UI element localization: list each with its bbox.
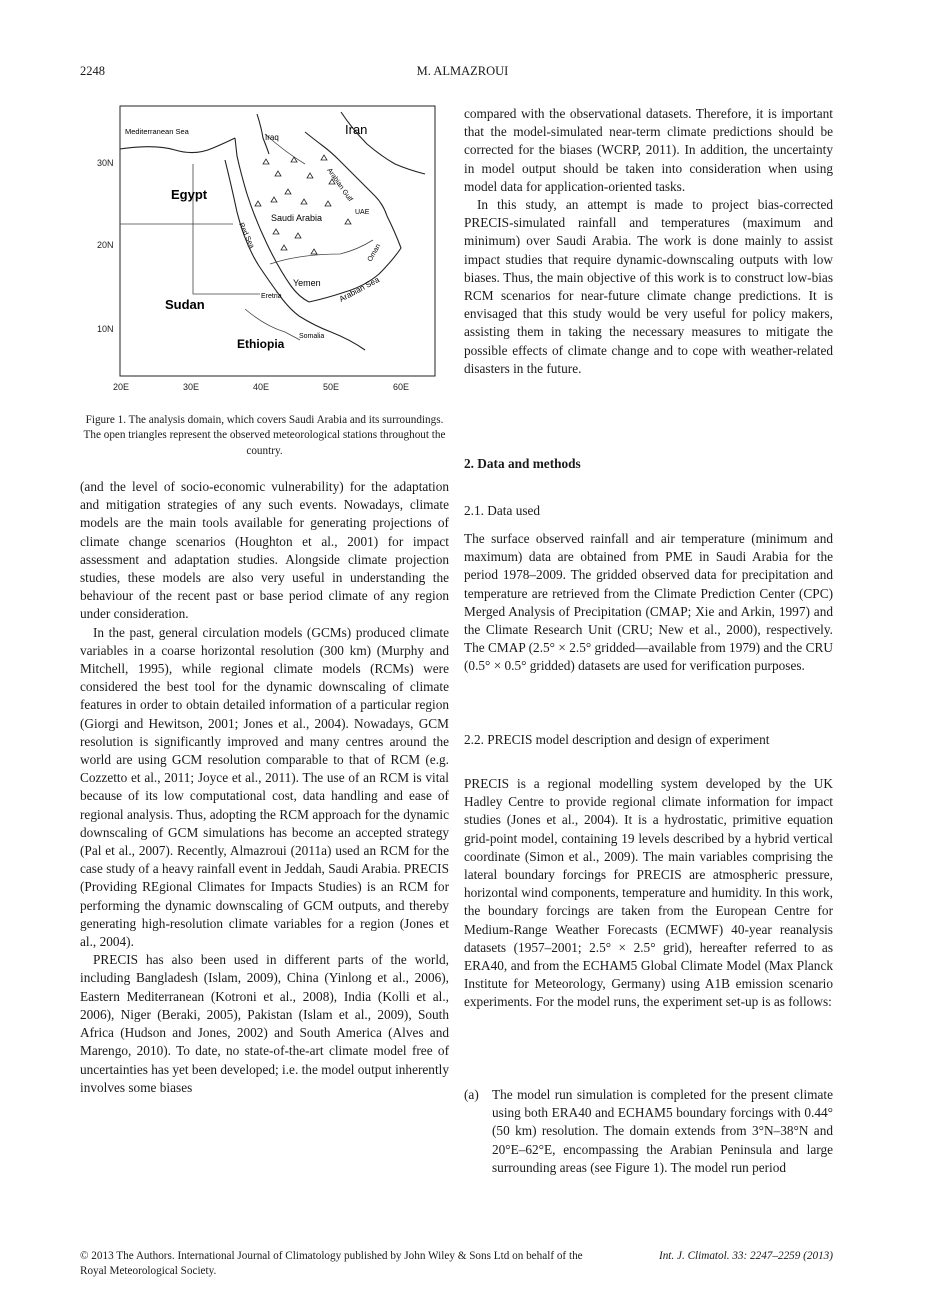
paragraph: compared with the observational datasets. Therefore, it is important that the model-simulated near-term climate predictions should be corrected for the biases (WCRP, 2011). In addition, the uncertainty in model output should be taken into consideration when using model data for application-oriented tasks. [464,106,833,194]
journal-citation: Int. J. Climatol. 33: 2247–2259 (2013) [658,1250,833,1262]
paragraph: In the past, general circulation models (GCMs) produced climate variables in a coarse horizontal resolution (300 km) (Murphy and Mitchell, 1995), while regional climate models (RCMs) were considered the best tool for the dynamic downscaling of climate features in order to obtain detailed information of a particular region (Giorgi and Hewitson, 2001; Jones et al., 2004). Nowadays, GCM resolution is significantly improved and many centres around the world are using GCM resolution comparable to that of RCM (e.g. Cozzetto et al., 2011; Joyce et al., 2011). The use of an RCM is vital because of its low computational cost, data handling and ease of regional analysis. Thus, adopting the RCM approach for the dynamic downscaling of GCM simulations has become an accepted strategy (Pal et al., 2007). Recently, Almazroui (2011a) used an RCM for the case study of a heavy rainfall event in Jeddah, Saudi Arabia. PRECIS (Providing REgional Climates for Impacts Studies) is an RCM for performing the dynamic downscaling of GCM outputs, and thereby generating high-resolution climate variables for a region (Jones et al., 2004). [80,624,449,950]
label-iran: Iran [345,122,368,137]
paragraph: In this study, an attempt is made to project bias-corrected PRECIS-simulated rainfall and temperatures (maximum and minimum) over Saudi Arabia. The work is done mainly to assist impact studies that require dynamic-downscaling outputs with low biases. Thus, the main objective of this work is to construct low-bias RCM scenarios for near-future climate change predictions. It is envisaged that this study would be very useful for policy makers, assisting them in taking the necessary measures to mitigate the possible effects of climate change and to cope with weather-related disasters in the future. [464,197,833,376]
running-title: M. ALMAZROUI [416,64,509,78]
subsection-heading: 2.1. Data used [464,503,541,518]
label-egypt: Egypt [171,187,208,202]
label-red-sea: Red Sea [237,221,256,250]
left-column [80,478,449,1097]
list-label: (a) [464,1087,479,1102]
page-number: 2248 [80,64,105,78]
subsection-heading: 2.2. PRECIS model description and design of experiment [464,732,770,747]
x-tick-40e: 40E [253,382,270,392]
paragraph: PRECIS is a regional modelling system developed by the UK Hadley Centre to provide regional climate information for impact studies (Jones et al., 2004). It is a hydrostatic, primitive equation grid-point model, containing 19 levels described by a hybrid vertical coordinate (Simon et al., 2009). The main variables comprising the lateral boundary forcings for PRECIS are atmospheric pressure, horizontal wind components, temperature and humidity. In this work, the boundary forcings are taken from the European Centre for Medium-Range Weather Forecasts (ECMWF) 40-year reanalysis datasets (1957–2001; 2.5° × 2.5° grid), hereafter referred to as ERA40, and from the ECHAM5 Global Climate Model (Max Planck Institute for Meteorology, Germany) using A1B emission scenario experiments. For the model runs, the experiment set-up is as follows: [464,776,833,1010]
map-frame [120,106,435,376]
label-yemen: Yemen [293,278,321,288]
label-sudan: Sudan [165,297,205,312]
label-iraq: Iraq [265,133,279,142]
label-ethiopia: Ethiopia [237,337,285,351]
experiment-list [464,1086,833,1177]
label-saudi: Saudi Arabia [271,213,323,223]
x-tick-60e: 60E [393,382,410,392]
y-tick-30n: 30N [97,158,114,168]
copyright-footer: © 2013 The Authors. International Journal of Climatology published by John Wiley & Sons Ltd on behalf of the Royal Meteorological Society. [80,1250,583,1277]
label-eretria: Eretria [261,293,282,300]
list-item: The model run simulation is completed for the present climate using both ERA40 and ECHAM5 boundary forcings with 0.44° (50 km) resolution. The domain extends from 3°N–38°N and 20°E–62°E, encompassing the Arabian Peninsula and large surrounding areas (see Figure 1). The model run period [492,1087,833,1175]
y-tick-20n: 20N [97,240,114,250]
x-tick-50e: 50E [323,382,340,392]
right-column-intro [464,105,833,378]
precis-description [464,775,833,1012]
domain-map [95,104,437,406]
label-arabian-sea: Arabian Sea [337,275,381,304]
paragraph: (and the level of socio-economic vulnerability) for the adaptation and mitigation strategies of any such events. Nowadays, climate models are the main tools available for generating projections of climate change scenarios (Houghton et al., 2001) for impact assessment and adaptation studies. Alongside climate projection studies, these models are also very useful in understanding the behaviour of the recent past or base period climate of any region under consideration. [80,479,449,622]
label-uae: UAE [355,209,370,216]
label-somalia: Somalia [299,333,325,340]
x-tick-20e: 20E [113,382,130,392]
x-tick-30e: 30E [183,382,200,392]
data-used-text [464,530,833,676]
paragraph: The surface observed rainfall and air temperature (minimum and maximum) data are obtained from PME in Saudi Arabia for the period 1978–2009. The gridded observed data for precipitation and temperature are retrieved from the Climate Prediction Center (CPC) Merged Analysis of Precipitation (CMAP; Xie and Arkin, 1997) and the Climate Research Unit (CRU; New et al., 2000), respectively. The CMAP (2.5° × 2.5° gridded—available from 1979) and the CRU (0.5° × 0.5° gridded) datasets are used for verification purposes. [464,531,833,674]
label-arabian-gulf: Arabian Gulf [325,167,354,204]
section-heading: 2. Data and methods [464,456,581,471]
paragraph: PRECIS has also been used in different parts of the world, including Bangladesh (Islam, 2009), China (Yinlong et al., 2006), Eastern Mediterranean (Kotroni et al., 2008), India (Kolli et al., 2006), Niger (Beraki, 2005), Pakistan (Islam et al., 2009), South Africa (Hudson and Jones, 2002) and South America (Alves and Marengo, 2010). To date, no state-of-the-art climate model free of uncertainties has yet been developed; i.e. the model output inherently involves some biases [80,952,449,1095]
y-tick-10n: 10N [97,324,114,334]
figure-caption: Figure 1. The analysis domain, which covers Saudi Arabia and its surroundings. The open triangles represent the observed meteorological stations throughout the country. [83,414,446,457]
label-oman: Oman [366,242,383,263]
label-mediterranean: Mediterranean Sea [125,127,189,136]
